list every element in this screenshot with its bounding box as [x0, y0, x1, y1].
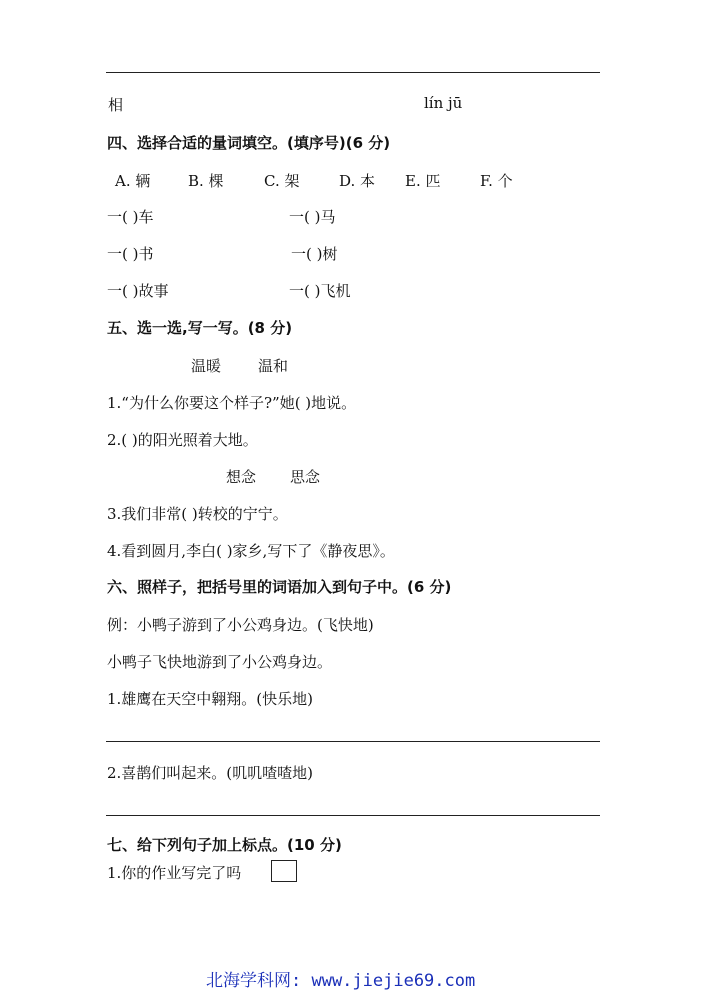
measure-blank-book[interactable]: 一( )书: [107, 245, 154, 263]
word-choice-4: 思念: [290, 468, 321, 486]
punctuation-answer-box[interactable]: [271, 860, 297, 882]
section4-title: 四、选择合适的量词填空。(填序号)(6 分): [107, 134, 391, 152]
section6-example: 例：小鸭子游到了小公鸡身边。(飞快地): [107, 616, 374, 634]
option-c: C. 架: [264, 172, 300, 190]
top-left-char: 相: [108, 96, 124, 114]
section6-example-answer: 小鸭子飞快地游到了小公鸡身边。: [107, 653, 333, 671]
top-answer-line: [106, 72, 600, 73]
word-choice-3: 想念: [226, 468, 257, 486]
answer-line-1[interactable]: [106, 741, 600, 742]
pinyin-text: lín jū: [424, 94, 463, 112]
measure-blank-horse[interactable]: 一( )马: [289, 208, 336, 226]
section5-title: 五、选一选,写一写。(8 分): [107, 319, 293, 337]
section5-q3[interactable]: 3.我们非常( )转校的宁宁。: [107, 505, 288, 523]
word-choice-2: 温和: [258, 357, 289, 375]
word-choice-1: 温暖: [191, 357, 222, 375]
answer-line-2[interactable]: [106, 815, 600, 816]
section6-q1: 1.雄鹰在天空中翱翔。(快乐地): [107, 690, 314, 708]
section6-title: 六、照样子，把括号里的词语加入到句子中。(6 分): [107, 578, 452, 596]
section5-q2[interactable]: 2.( )的阳光照着大地。: [107, 431, 258, 449]
option-e: E. 匹: [405, 172, 441, 190]
section7-title: 七、给下列句子加上标点。(10 分): [107, 836, 342, 854]
footer-watermark: 北海学科网: www.jiejie69.com: [206, 971, 476, 991]
section6-q2: 2.喜鹊们叫起来。(叽叽喳喳地): [107, 764, 314, 782]
measure-blank-tree[interactable]: 一( )树: [291, 245, 338, 263]
section5-q1[interactable]: 1.“为什么你要这个样子?”她( )地说。: [107, 394, 357, 412]
option-f: F. 个: [480, 172, 513, 190]
section7-q1: 1.你的作业写完了吗: [107, 864, 242, 882]
measure-blank-story[interactable]: 一( )故事: [107, 282, 169, 300]
section5-q4[interactable]: 4.看到圆月,李白( )家乡,写下了《静夜思》。: [107, 542, 395, 560]
measure-blank-plane[interactable]: 一( )飞机: [289, 282, 351, 300]
option-a: A. 辆: [115, 172, 151, 190]
option-b: B. 棵: [188, 172, 224, 190]
measure-blank-car[interactable]: 一( )车: [107, 208, 154, 226]
option-d: D. 本: [339, 172, 376, 190]
